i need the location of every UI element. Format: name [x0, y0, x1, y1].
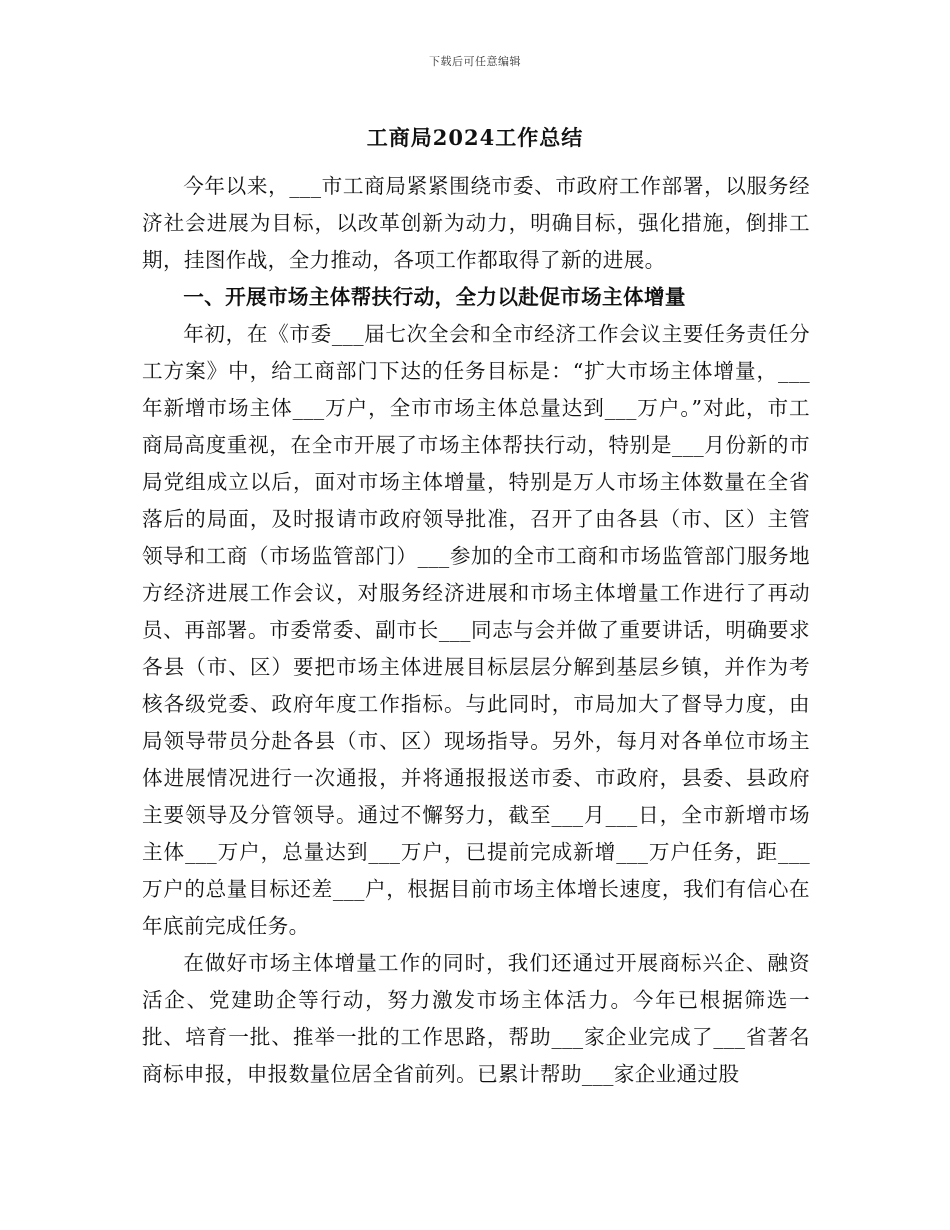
intro-paragraph: 今年以来，___市工商局紧紧围绕市委、市政府工作部署，以服务经济社会进展为目标，以改革创新为动力，明确目标，强化措施，倒排工期，挂图作战，全力推动，各项工作都取得了新的进展。: [142, 174, 810, 272]
body-paragraph-2: 年初，在《市委___届七次全会和全市经济工作会议主要任务责任分工方案》中，给工商部门下达的任务目标是：“扩大市场主体增量，___年新增市场主体___万户，全市市场主体总量达到___万户。”对此，市工商局高度重视，在全市开展了市场主体帮扶行动，特别是___月份新的市局党组成立以后，面对市场主体增量，特别是万人市场主体数量在全省落后的局面，及时报请市政府领导批准，召开了由各县（市、区）主管领导和工商（市场监管部门）___参加的全市工商和市场监管部门服务地方经济进展工作会议，对服务经济进展和市场主体增量工作进行了再动员、再部署。市委常委、副市长___同志与会并做了重要讲话，明确要求各县（市、区）要把市场主体进展目标层层分解到基层乡镇，并作为考核各级党委、政府年度工作指标。与此同时，市局加大了督导力度，由局领导带员分赴各县（市、区）现场指导。另外，每月对各单位市场主体进展情况进行一次通报，并将通报报送市委、市政府，县委、县政府主要领导及分管领导。通过不懈努力，截至___月___日，全市新增市场主体___万户，总量达到___万户，已提前完成新增___万户任务，距___万户的总量目标还差___户，根据目前市场主体增长速度，我们有信心在年底前完成任务。: [142, 322, 810, 938]
section-heading-1: 一、开展市场主体帮扶行动，全力以赴促市场主体增量: [183, 285, 686, 309]
document-body: [142, 168, 810, 1093]
document-title: 工商局2024工作总结: [366, 125, 584, 150]
header-note: 下载后可任意编辑: [429, 55, 521, 68]
body-paragraph-3: 在做好市场主体增量工作的同时，我们还通过开展商标兴企、融资活企、党建助企等行动，努力激发市场主体活力。今年已根据筛选一批、培育一批、推举一批的工作思路，帮助___家企业完成了___省著名商标申报，申报数量位居全省前列。已累计帮助___家企业通过股: [142, 951, 810, 1086]
